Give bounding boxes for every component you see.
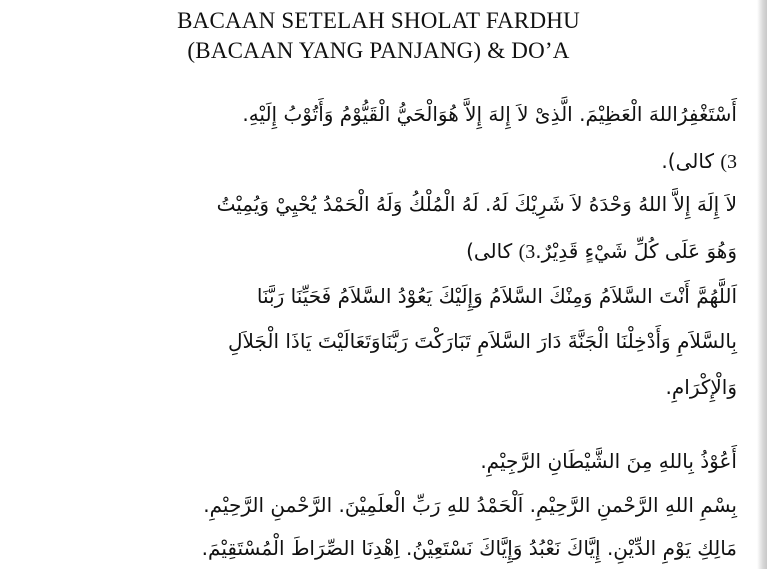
tahlil-repeat-word: كالى) (466, 239, 513, 263)
document-subtitle: (BACAAN YANG PANJANG) & DO’A (187, 38, 570, 63)
fatiha-line-1: بِسْمِ اللهِ الرَّحْمنِ الرَّحِيْمِ. اَلْحَمْدُ للهِ رَبِّ الْعلَمِيْنَ. الرَّحْمنِ الرَّحِيْمِ. (203, 493, 737, 517)
salam-prayer-line-3: وَالْإِكْرَامِ. (665, 375, 737, 399)
repeat-count-number: (3 (720, 151, 737, 173)
istighfar-line: أَسْتَغْفِرُاللهَ الْعَظِيْمَ. الَّذِىْ لاَ إِلهَ إِلاَّ هُوَالْحَيُّ الْقَيُّوْمُ وَأَتُوْبُ إِلَيْهِ. (242, 102, 737, 126)
fatiha-line-2: مَالِكِ يَوْمِ الدِّيْنِ. إِيَّاكَ نَعْبُدُ وَإِيَّاكَ نَسْتَعِيْنُ. اِهْدِنَا الصِّرَاطَ الْمُسْتَقِيْمَ. (201, 536, 737, 560)
tahlil-line-1: لاَ إِلَهَ إِلاَّ اللهُ وَحْدَهُ لاَ شَرِيْكَ لَهُ. لَهُ الْمُلْكُ وَلَهُ الْحَمْدُ يُحْيِيْ وَيُمِيْتُ (216, 192, 737, 216)
repeat-count-word: كالى). (661, 149, 714, 173)
page-edge-shadow (757, 0, 767, 569)
tahlil-repeat-number: (3 (518, 241, 536, 263)
salam-prayer-line-1: اَللَّهُمَّ أَنْتَ السَّلاَمُ وَمِنْكَ السَّلاَمُ وَإِلَيْكَ يَعُوْدُ السَّلاَمُ فَحَيِّنَا رَبَّنَا (256, 284, 737, 308)
tahlil-line-2-text: وَهُوَ عَلَى كُلِّ شَيْءٍ قَدِيْرٌ. (535, 239, 737, 263)
taawudz-line: أَعُوْذُ بِاللهِ مِنَ الشَّيْطَانِ الرَّجِيْمِ. (480, 449, 737, 473)
repeat-count-line (300, 147, 737, 176)
document-title: BACAAN SETELAH SHOLAT FARDHU (177, 8, 580, 33)
tahlil-line-2 (300, 237, 737, 266)
salam-prayer-line-2: بِالسَّلاَمِ وَأَدْخِلْنَا الْجَنَّةَ دَارَ السَّلاَمِ تَبَارَكْتَ رَبَّنَاوَتَعَالَيْتَ يَاذَا الْجَلاَلِ (227, 329, 737, 353)
